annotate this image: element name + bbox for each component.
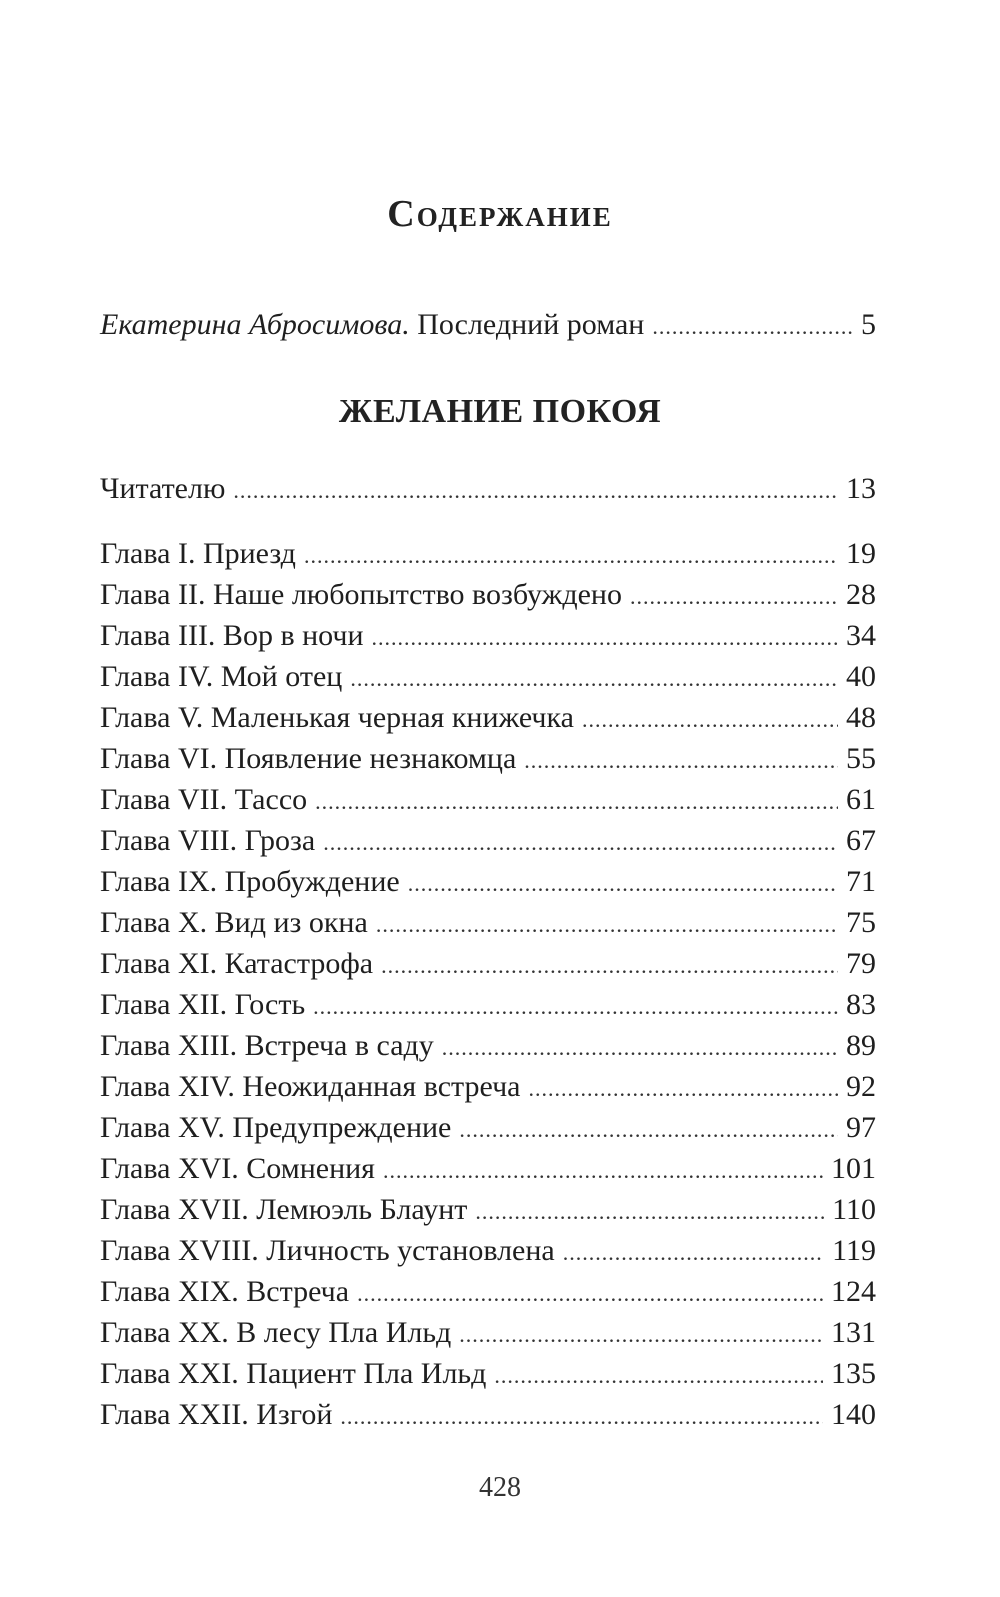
- toc-entry-title: Глава I. Приезд: [100, 537, 296, 570]
- toc-entry-page: 124: [831, 1275, 876, 1308]
- toc-entry-title: Глава XXII. Изгой: [100, 1398, 333, 1431]
- toc-entry-chapter: [100, 1394, 876, 1435]
- toc-entry-page: 140: [831, 1398, 876, 1431]
- toc-entry-title: Глава IX. Пробуждение: [100, 865, 400, 898]
- toc-entry-page: 71: [846, 865, 876, 898]
- toc-entry-page: 55: [846, 742, 876, 775]
- toc-entry-chapter: [100, 779, 876, 820]
- dot-leader: [323, 822, 838, 863]
- toc-entry-title: Глава IV. Мой отец: [100, 660, 343, 693]
- toc-entry-page: 79: [846, 947, 876, 980]
- toc-entry-title-text: Последний роман: [417, 308, 645, 341]
- toc-entry-intro: [100, 304, 876, 345]
- dot-leader: [340, 1396, 823, 1437]
- toc-entry-chapter: [100, 1353, 876, 1394]
- toc-entry-title: Глава II. Наше любопытство возбуждено: [100, 578, 622, 611]
- dot-leader: [350, 658, 838, 699]
- intro-entry-block: [100, 304, 876, 345]
- toc-entry-chapter: [100, 1189, 876, 1230]
- dot-leader: [381, 945, 838, 986]
- dot-leader: [315, 781, 838, 822]
- toc-entry-page: 83: [846, 988, 876, 1021]
- toc-entry-chapter: [100, 656, 876, 697]
- toc-entry-chapter: [100, 1025, 876, 1066]
- toc-entry-chapter: [100, 1066, 876, 1107]
- toc-entry-page: 135: [831, 1357, 876, 1390]
- toc-entry-author: Екатерина Абросимова.: [100, 308, 410, 341]
- toc-entry-title: Глава XI. Катастрофа: [100, 947, 374, 980]
- reader-entry-block: [100, 468, 876, 509]
- dot-leader: [233, 470, 838, 511]
- toc-entry-title: Глава XV. Предупреждение: [100, 1111, 452, 1144]
- toc-entry-title: Глава III. Вор в ночи: [100, 619, 364, 652]
- dot-leader: [376, 904, 838, 945]
- toc-entry-page: 48: [846, 701, 876, 734]
- toc-entry-title: Глава VI. Появление незнакомца: [100, 742, 517, 775]
- toc-entry-page: 5: [861, 308, 876, 341]
- toc-entry-page: 97: [846, 1111, 876, 1144]
- dot-leader: [313, 986, 838, 1027]
- toc-entry-chapter: [100, 697, 876, 738]
- toc-entry-title: Глава XIX. Встреча: [100, 1275, 350, 1308]
- toc-entry-page: 101: [831, 1152, 876, 1185]
- toc-entry-page: 61: [846, 783, 876, 816]
- toc-entry-title: Глава XIV. Неожиданная встреча: [100, 1070, 521, 1103]
- dot-leader: [524, 740, 838, 781]
- toc-entry-page: 13: [846, 472, 876, 505]
- toc-entry-chapter: [100, 1148, 876, 1189]
- toc-entry-page: 110: [832, 1193, 876, 1226]
- toc-entry-title: Глава VII. Тассо: [100, 783, 308, 816]
- toc-entry-page: 131: [831, 1316, 876, 1349]
- toc-entry-title: Глава V. Маленькая черная книжечка: [100, 701, 574, 734]
- toc-entry-page: 89: [846, 1029, 876, 1062]
- toc-entry-page: 28: [846, 578, 876, 611]
- toc-entry-chapter: [100, 1107, 876, 1148]
- toc-entry-reader: [100, 468, 876, 509]
- toc-entry-title: Глава XII. Гость: [100, 988, 306, 1021]
- toc-entry-chapter: [100, 861, 876, 902]
- dot-leader: [459, 1109, 838, 1150]
- dot-leader: [442, 1027, 838, 1068]
- toc-entry-page: 75: [846, 906, 876, 939]
- toc-entry-page: 119: [832, 1234, 876, 1267]
- toc-entry-chapter: [100, 533, 876, 574]
- dot-leader: [372, 617, 838, 658]
- dot-leader: [357, 1273, 823, 1314]
- toc-entry-page: 40: [846, 660, 876, 693]
- toc-entry-title: Глава X. Вид из окна: [100, 906, 368, 939]
- dot-leader: [408, 863, 838, 904]
- toc-entry-chapter: [100, 615, 876, 656]
- dot-leader: [630, 576, 838, 617]
- toc-entry-chapter: [100, 984, 876, 1025]
- section-title: ЖЕЛАНИЕ ПОКОЯ: [338, 393, 662, 430]
- toc-entry-chapter: [100, 738, 876, 779]
- toc-entry-title: Глава XVI. Сомнения: [100, 1152, 375, 1185]
- chapter-list: [100, 533, 876, 1435]
- toc-entry-chapter: [100, 820, 876, 861]
- toc-entry-title: Глава XX. В лесу Пла Ильд: [100, 1316, 452, 1349]
- toc-entry-title: Читателю: [100, 472, 226, 505]
- toc-entry-chapter: [100, 1271, 876, 1312]
- toc-entry-page: 67: [846, 824, 876, 857]
- dot-leader: [563, 1232, 824, 1273]
- toc-entry-title: [100, 304, 652, 345]
- toc-entry-title: Глава XVII. Лемюэль Блаунт: [100, 1193, 468, 1226]
- toc-entry-chapter: [100, 1312, 876, 1353]
- toc-entry-chapter: [100, 1230, 876, 1271]
- toc-entry-title: Глава VIII. Гроза: [100, 824, 316, 857]
- toc-entry-chapter: [100, 943, 876, 984]
- page-number: 428: [479, 1472, 521, 1503]
- contents-title: Содержание: [387, 193, 613, 235]
- dot-leader: [459, 1314, 823, 1355]
- dot-leader: [304, 535, 838, 576]
- dot-leader: [652, 306, 853, 347]
- dot-leader: [383, 1150, 823, 1191]
- dot-leader: [475, 1191, 824, 1232]
- dot-leader: [582, 699, 838, 740]
- toc-entry-title: Глава XXI. Пациент Пла Ильд: [100, 1357, 487, 1390]
- toc-entry-title: Глава XIII. Встреча в саду: [100, 1029, 434, 1062]
- dot-leader: [494, 1355, 823, 1396]
- toc-entry-page: 92: [846, 1070, 876, 1103]
- dot-leader: [528, 1068, 838, 1109]
- toc-entry-title: Глава XVIII. Личность установлена: [100, 1234, 555, 1267]
- toc-entry-page: 34: [846, 619, 876, 652]
- toc-entry-chapter: [100, 902, 876, 943]
- toc-entry-page: 19: [846, 537, 876, 570]
- toc-entry-chapter: [100, 574, 876, 615]
